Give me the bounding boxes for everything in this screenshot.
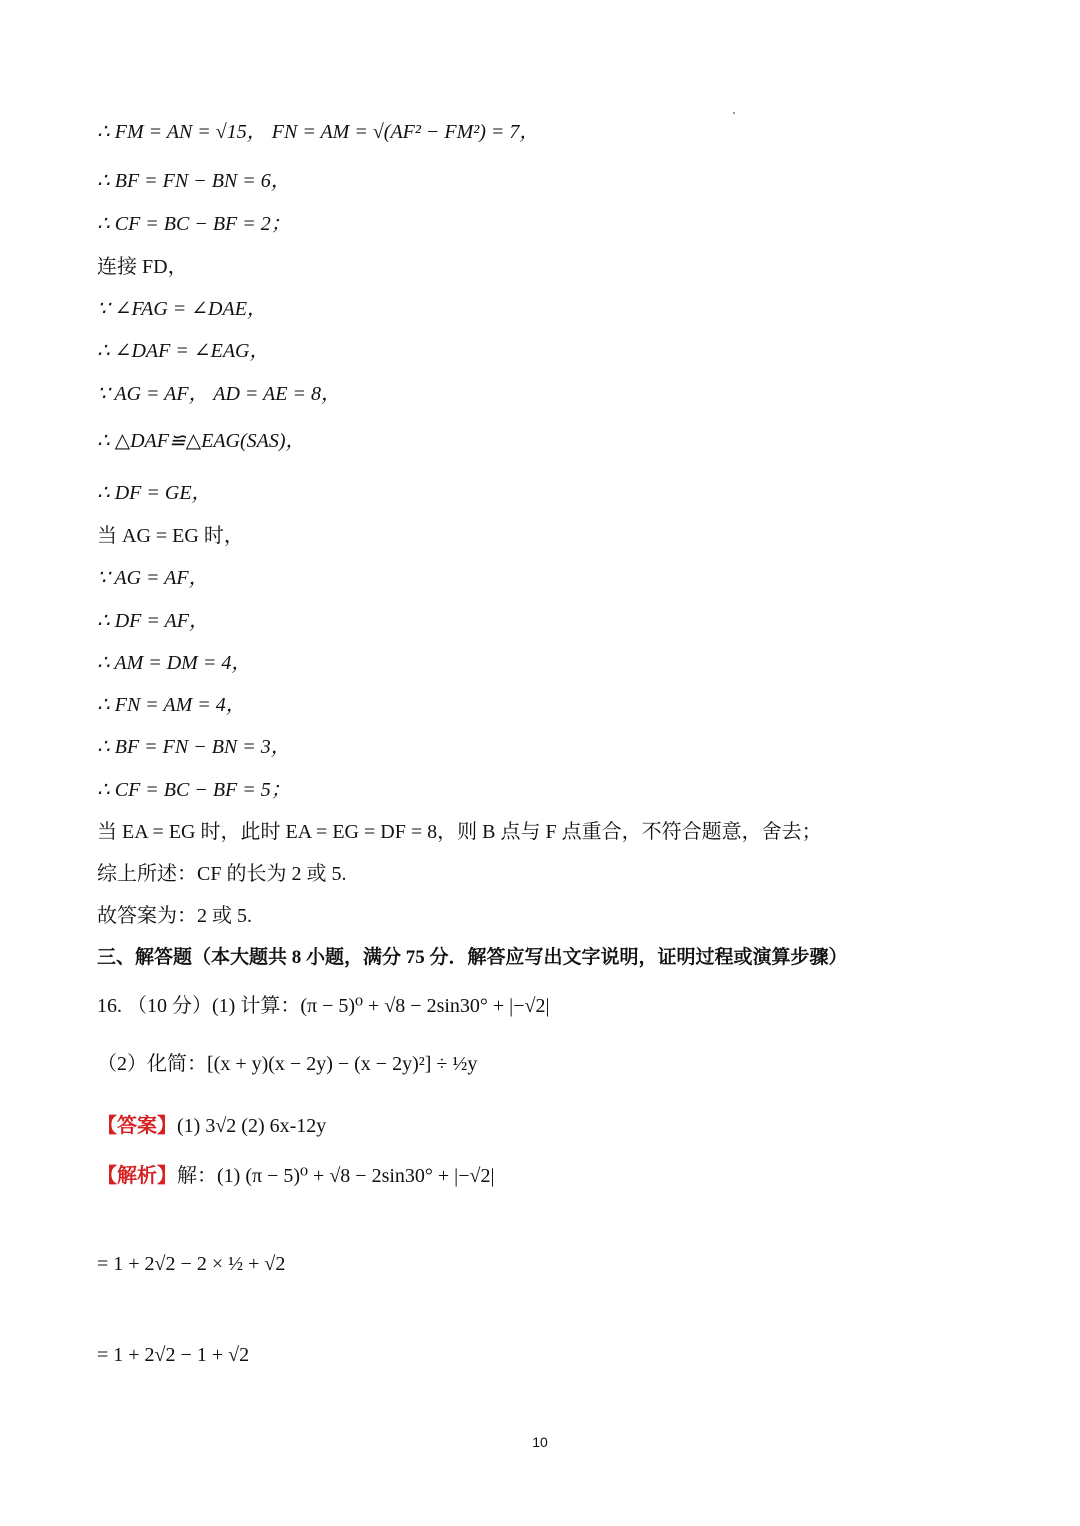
analysis-tag: 【解析】 bbox=[97, 1165, 177, 1187]
answer-text: (1) 3√2 (2) 6x-12y bbox=[177, 1115, 327, 1137]
solution-line: ∵ ∠FAG = ∠DAE， bbox=[97, 298, 267, 320]
answer-line bbox=[97, 1112, 326, 1140]
solution-line: 连接 FD， bbox=[97, 256, 188, 278]
solution-line: ∴ DF = AF， bbox=[97, 610, 209, 632]
solution-line: ∴ FM = AN = √15， FN = AM = √(AF² − FM²) = 7， bbox=[97, 121, 540, 143]
solution-line: ∴ ∠DAF = ∠EAG， bbox=[97, 340, 270, 362]
analysis-text: 解：(1) (π − 5)⁰ + √8 − 2sin30° + |−√2| bbox=[177, 1165, 495, 1187]
solution-line: ∴ CF = BC − BF = 5； bbox=[97, 779, 291, 801]
solution-line: 当 EA = EG 时，此时 EA = EG = DF = 8，则 B 点与 F 点重合，不符合题意，舍去； bbox=[97, 821, 822, 843]
problem-16-part1: 16. （10 分）(1) 计算：(π − 5)⁰ + √8 − 2sin30° + |−√2| bbox=[97, 995, 550, 1017]
solution-line: ∵ AG = AF， bbox=[97, 567, 209, 589]
solution-line: ∴ AM = DM = 4， bbox=[97, 652, 252, 674]
problem-16-part2: （2）化简：[(x + y)(x − 2y) − (x − 2y)²] ÷ ½y bbox=[97, 1053, 478, 1075]
solution-line: ∴ CF = BC − BF = 2； bbox=[97, 213, 291, 235]
solution-line: ∴ BF = FN − BN = 6， bbox=[97, 170, 291, 192]
analysis-line bbox=[97, 1162, 494, 1190]
solution-line: ∴ △DAF≌△EAG(SAS)， bbox=[97, 430, 306, 452]
solution-line: ∵ AG = AF， AD = AE = 8， bbox=[97, 383, 341, 405]
calc-step: = 1 + 2√2 − 1 + √2 bbox=[97, 1344, 250, 1366]
solution-line: ∴ BF = FN − BN = 3， bbox=[97, 736, 291, 758]
answer-tag: 【答案】 bbox=[97, 1115, 177, 1137]
solution-line: 当 AG = EG 时， bbox=[97, 525, 244, 547]
solution-line: 故答案为：2 或 5. bbox=[97, 905, 252, 927]
solution-line: 综上所述：CF 的长为 2 或 5. bbox=[97, 863, 347, 885]
scan-dot bbox=[733, 112, 735, 114]
page-number: 10 bbox=[532, 1434, 548, 1450]
calc-step: = 1 + 2√2 − 2 × ½ + √2 bbox=[97, 1253, 286, 1275]
solution-line: ∴ FN = AM = 4， bbox=[97, 694, 246, 716]
section-title: 三、解答题（本大题共 8 小题，满分 75 分．解答应写出文字说明，证明过程或演算步骤） bbox=[97, 947, 848, 968]
solution-line: ∴ DF = GE， bbox=[97, 482, 212, 504]
